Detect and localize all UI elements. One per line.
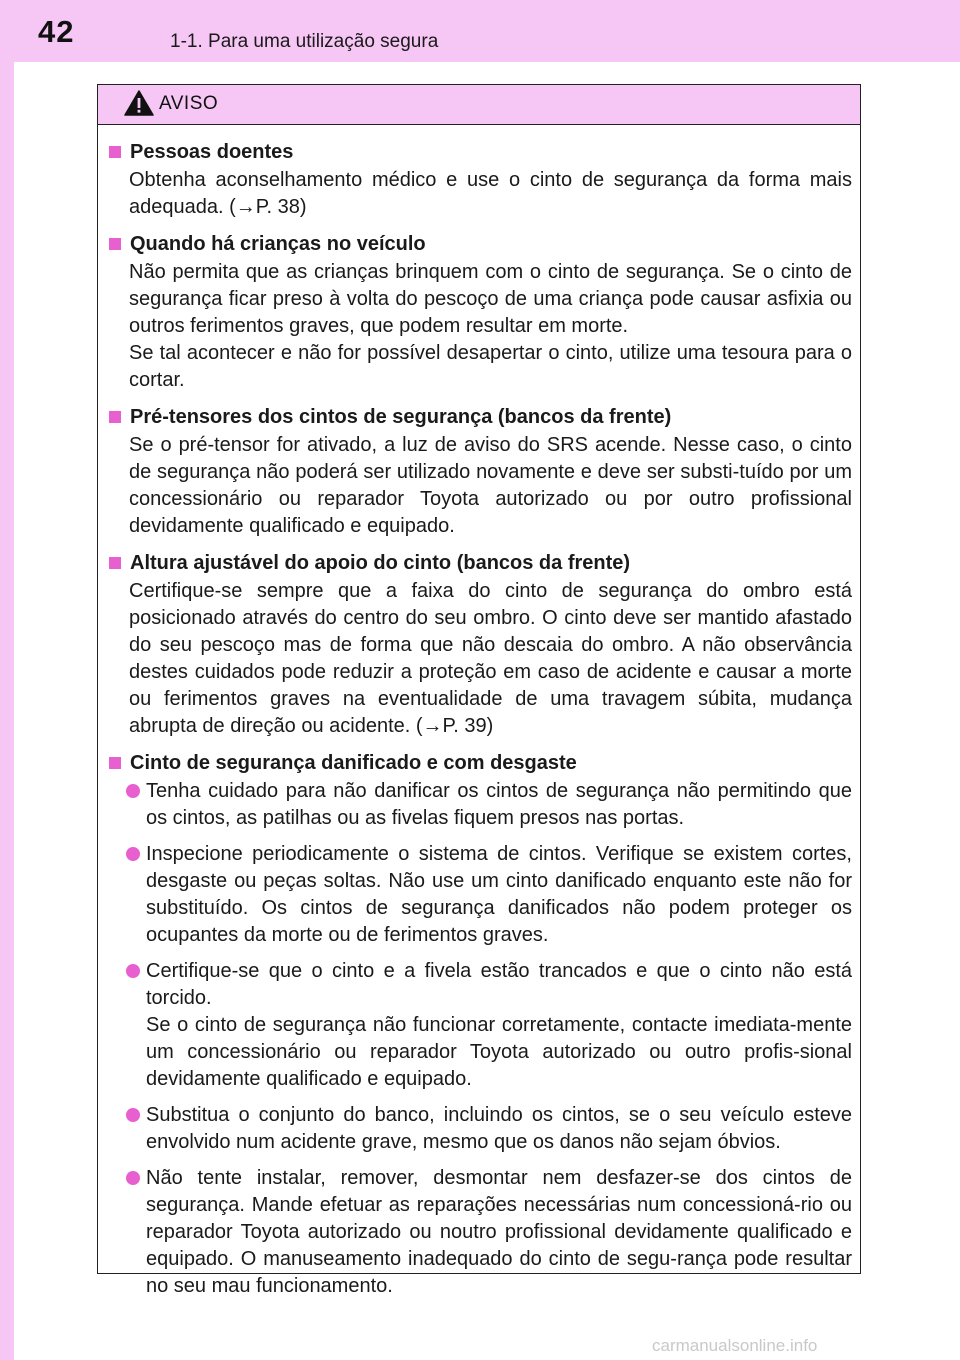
- item-title: Pré-tensores dos cintos de segurança (bancos da frente): [130, 406, 672, 428]
- bullet-item: [108, 841, 852, 949]
- item-heading: [108, 403, 852, 432]
- bullet-item: [108, 778, 852, 832]
- item-heading: [108, 230, 852, 259]
- page-number: 42: [38, 14, 75, 49]
- round-bullet-icon: [126, 1108, 140, 1122]
- warning-item: [108, 230, 852, 394]
- warning-item: [108, 403, 852, 540]
- item-paragraph: Não permita que as crianças brinquem com o cinto de segurança. Se o cinto de segurança ficar preso à volta do pescoço de uma criança pode causar asfixia ou outros ferimentos graves, que podem resultar em morte.: [129, 261, 852, 337]
- item-title: Altura ajustável do apoio do cinto (bancos da frente): [130, 552, 631, 574]
- warning-label: AVISO: [159, 93, 219, 114]
- warning-box: [97, 84, 861, 1297]
- square-bullet-icon: [109, 411, 121, 423]
- warning-body: [108, 138, 852, 1309]
- item-paragraph: Obtenha aconselhamento médico e use o cinto de segurança da forma mais adequada. (→P. 38): [129, 169, 852, 218]
- bullet-text: Tenha cuidado para não danificar os cintos de segurança não permitindo que os cintos, as patilhas ou as fivelas fiquem presos nas portas.: [146, 780, 852, 829]
- warning-header: [98, 85, 860, 125]
- bullet-item: [108, 1165, 852, 1300]
- square-bullet-icon: [109, 757, 121, 769]
- bullet-text: Inspecione periodicamente o sistema de cintos. Verifique se existem cortes, desgaste ou peças soltas. Não use um cinto danificado enquanto este não for substituído. Os cintos de segurança danificados não podem proteger os ocupantes da morte ou de ferimentos graves.: [146, 843, 852, 946]
- warning-item: [108, 749, 852, 1300]
- round-bullet-icon: [126, 784, 140, 798]
- square-bullet-icon: [109, 238, 121, 250]
- warning-item: [108, 138, 852, 221]
- item-title: Cinto de segurança danificado e com desgaste: [130, 752, 577, 774]
- item-title: Quando há crianças no veículo: [130, 233, 426, 255]
- page-sidebar-band: [0, 0, 14, 1360]
- bullet-text: Substitua o conjunto do banco, incluindo os cintos, se o seu veículo esteve envolvido num acidente grave, mesmo que os danos não sejam óbvios.: [146, 1104, 852, 1153]
- bullet-text: Se o cinto de segurança não funcionar corretamente, contacte imediata-mente um concessionário ou reparador Toyota autorizado ou outro profis-sional devidamente qualificado e equipado.: [146, 1014, 852, 1090]
- page-header-band: [0, 0, 960, 62]
- bullet-item: [108, 958, 852, 1012]
- round-bullet-icon: [126, 1171, 140, 1185]
- item-paragraph: Se tal acontecer e não for possível desapertar o cinto, utilize uma tesoura para o cortar.: [129, 342, 852, 391]
- square-bullet-icon: [109, 146, 121, 158]
- warning-item: [108, 549, 852, 740]
- bullet-item-continued: [108, 1012, 852, 1093]
- bullet-item: [108, 1102, 852, 1156]
- item-paragraph: Certifique-se sempre que a faixa do cinto de segurança do ombro está posicionado através do centro do seu ombro. O cinto deve ser mantido afastado do seu pescoço mas de forma que não descaia do ombro. A não observância destes cuidados pode reduzir a proteção em caso de acidente e causar a morte ou ferimentos graves na eventualidade de uma travagem súbita, mudança abrupta de direção ou acidente. (→P. 39): [129, 580, 852, 737]
- item-heading: [108, 138, 852, 167]
- item-heading: [108, 549, 852, 578]
- round-bullet-icon: [126, 847, 140, 861]
- item-paragraph: Se o pré-tensor for ativado, a luz de aviso do SRS acende. Nesse caso, o cinto de segurança não poderá ser utilizado novamente e deve ser substi-tuído por um concessionário ou reparador Toyota autorizado ou por outro profissional devidamente qualificado e equipado.: [129, 434, 852, 537]
- square-bullet-icon: [109, 557, 121, 569]
- bullet-text: Não tente instalar, remover, desmontar nem desfazer-se dos cintos de segurança. Mande efetuar as reparações necessárias num concessioná-rio ou reparador Toyota autorizado ou noutro profissional devidamente qualificado e equipado. O manuseamento inadequado do cinto de segu-rança pode resultar no seu mau funcionamento.: [146, 1167, 852, 1297]
- watermark: carmanualsonline.info: [652, 1336, 818, 1355]
- warning-triangle-icon: [124, 90, 154, 116]
- round-bullet-icon: [126, 964, 140, 978]
- section-title: 1-1. Para uma utilização segura: [170, 31, 439, 52]
- item-heading: [108, 749, 852, 778]
- bullet-text: Certifique-se que o cinto e a fivela estão trancados e que o cinto não está torcido.: [146, 960, 852, 1009]
- item-title: Pessoas doentes: [130, 141, 294, 163]
